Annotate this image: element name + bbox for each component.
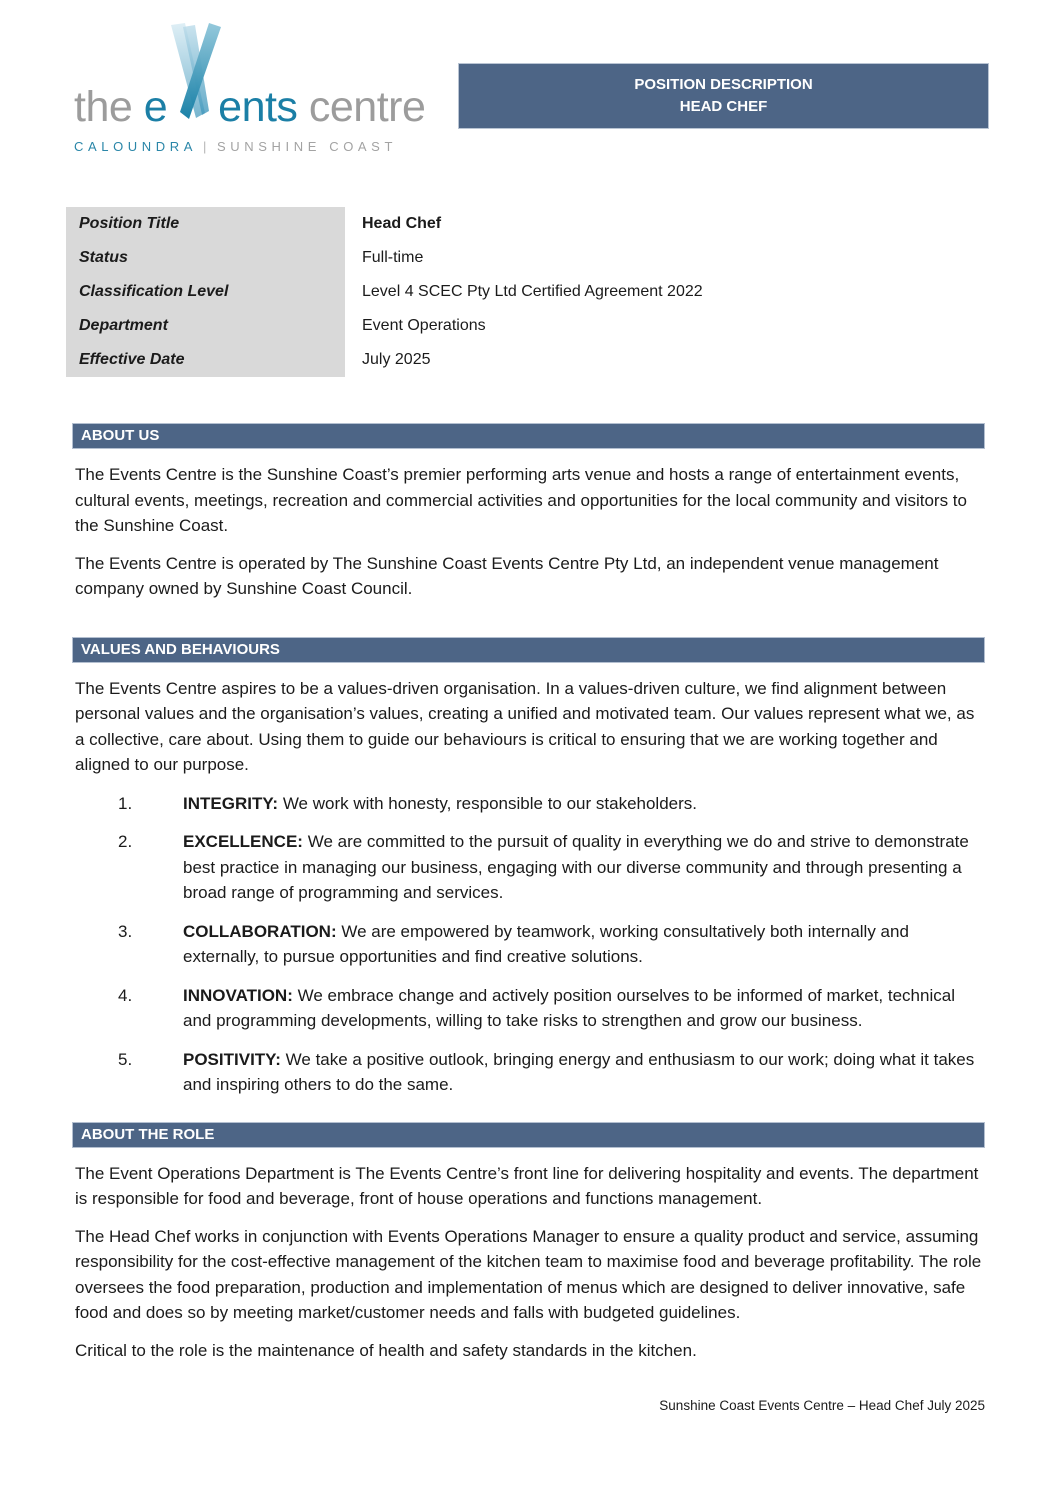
row-label-effective-date: Effective Date [66, 343, 345, 377]
list-item-collaboration [72, 919, 985, 970]
list-text [183, 1047, 985, 1098]
value-description: We work with honesty, responsible to our stakeholders. [282, 793, 697, 813]
logo-space [297, 84, 308, 130]
list-text [183, 829, 985, 906]
section-header-about-us: ABOUT US [72, 423, 985, 449]
table-row [66, 309, 985, 343]
banner-line-position-description: POSITION DESCRIPTION [634, 76, 813, 93]
row-value-classification-level: Level 4 SCEC Pty Ltd Certified Agreement 2022 [362, 283, 703, 300]
about-role-paragraph-3: Critical to the role is the maintenance of health and safety standards in the kitchen. [75, 1340, 697, 1360]
value-description: We are empowered by teamwork, working consultatively both internally and externally, to pursue opportunities and find creative solutions. [183, 921, 909, 966]
logo-word-e: e [143, 83, 168, 131]
table-row [66, 241, 985, 275]
list-item-excellence [72, 829, 985, 906]
about-role-paragraph-1: The Event Operations Department is The Events Centre’s front line for delivering hospitality and events. The department is responsible for food and beverage, front of house operations and functions management. [75, 1163, 979, 1208]
events-centre-logo [74, 30, 425, 154]
section-header-values-and-behaviours: VALUES AND BEHAVIOURS [72, 637, 985, 663]
value-description: We are committed to the pursuit of quality in everything we do and strive to demonstrate best practice in managing our business, engaging with our diverse community and through presenting a broad range of programming and services. [183, 832, 969, 902]
position-description-banner [458, 63, 989, 129]
logo-word-centre: centre [308, 83, 426, 131]
value-description: We take a positive outlook, bringing energy and enthusiasm to our work; doing what it takes and inspiring others to do the same. [183, 1049, 975, 1094]
logo-tagline [74, 139, 425, 154]
logo-word-ents: ents [218, 83, 298, 131]
row-label-position-title: Position Title [66, 207, 345, 241]
list-number: 5. [118, 1049, 133, 1069]
list-text [183, 919, 985, 970]
tagline-sunshine-coast: SUNSHINE COAST [217, 139, 397, 154]
about-us-paragraph-2: The Events Centre is operated by The Sunshine Coast Events Centre Pty Ltd, an independent venue management company owned by Sunshine Coast Council. [75, 553, 939, 598]
list-text [183, 791, 985, 817]
value-name-innovation: INNOVATION: [183, 985, 293, 1005]
about-us-paragraph-1: The Events Centre is the Sunshine Coast’s premier performing arts venue and hosts a range of entertainment events, cultural events, meetings, recreation and commercial activities and opportunities for the local community and visitors to the Sunshine Coast. [75, 465, 967, 535]
about-role-paragraph-2: The Head Chef works in conjunction with Events Operations Manager to ensure a quality product and service, assuming responsibility for the cost-effective management of the kitchen team to maximise food and beverage profitability. The role oversees the food preparation, production and implementation of menus which are designed to deliver innovative, safe food and does so by meeting market/customer needs and falls with budgeted guidelines. [75, 1226, 982, 1322]
table-row [66, 275, 985, 309]
value-name-excellence: EXCELLENCE: [183, 832, 303, 851]
list-number: 2. [118, 832, 133, 851]
row-value-effective-date: July 2025 [362, 351, 431, 368]
logo-word-the: the [74, 83, 133, 131]
value-name-integrity: INTEGRITY: [183, 793, 279, 813]
value-description: We embrace change and actively position ourselves to be informed of market, technical and programming developments, willing to take risks to strengthen and grow our business. [183, 985, 955, 1030]
logo-space [132, 84, 143, 130]
values-list [72, 791, 985, 1098]
section-header-about-the-role: ABOUT THE ROLE [72, 1122, 985, 1148]
values-intro-paragraph: The Events Centre aspires to be a values-driven organisation. In a values-driven culture, we find alignment between personal values and the organisation’s values, creating a unified and motivated team. Our values represent what we, as a collective, care about. Using them to guide our behaviours is critical to ensuring that we are working together and aligned to our purpose. [75, 678, 975, 774]
list-item-innovation [72, 983, 985, 1034]
row-value-status: Full-time [362, 249, 424, 266]
table-row [66, 343, 985, 377]
logo-v-beams-icon [165, 23, 223, 130]
tagline-separator: | [203, 139, 212, 154]
tagline-caloundra: CALOUNDRA [74, 139, 198, 154]
row-value-department: Event Operations [362, 317, 486, 334]
list-text [183, 983, 985, 1034]
table-row [66, 207, 985, 241]
list-number: 1. [118, 793, 133, 813]
row-label-department: Department [66, 309, 345, 343]
row-label-status: Status [66, 241, 345, 275]
banner-line-head-chef: HEAD CHEF [679, 98, 768, 115]
list-number: 3. [118, 921, 133, 941]
row-value-position-title: Head Chef [362, 215, 442, 232]
logo-wordmark [74, 30, 425, 130]
list-number: 4. [118, 985, 133, 1005]
row-label-classification-level: Classification Level [66, 275, 345, 309]
value-name-collaboration: COLLABORATION: [183, 921, 337, 941]
position-details-table [66, 207, 985, 377]
document-body [72, 207, 985, 1363]
list-item-positivity [72, 1047, 985, 1098]
page-footer: Sunshine Coast Events Centre – Head Chef July 2025 [659, 1398, 985, 1413]
value-name-positivity: POSITIVITY: [183, 1049, 281, 1069]
list-item-integrity [72, 791, 985, 817]
